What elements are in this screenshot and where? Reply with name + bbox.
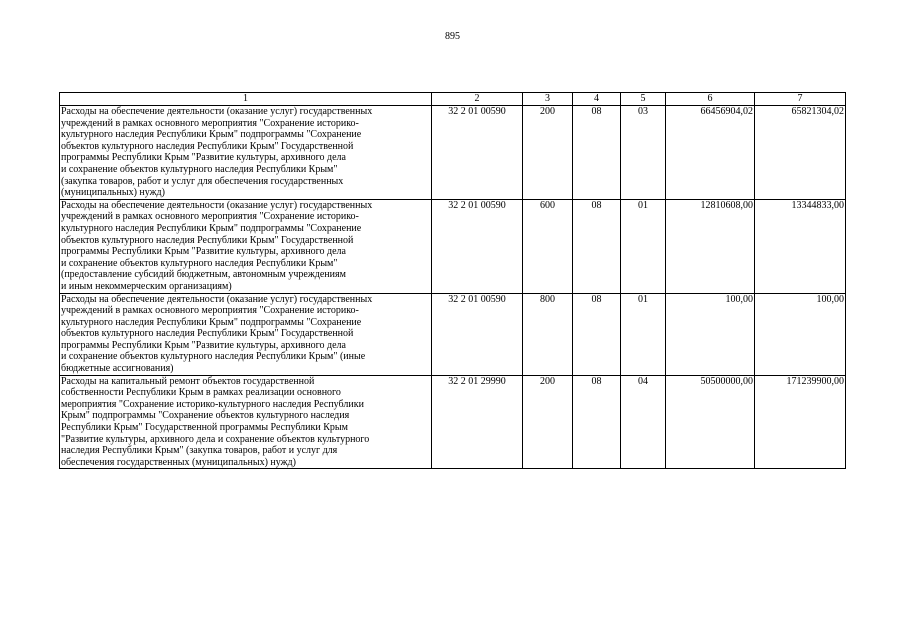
table-row <box>60 199 846 293</box>
row-amount-col6: 50500000,00 <box>666 375 755 469</box>
column-header-7: 7 <box>755 93 846 106</box>
row-section: 08 <box>573 375 621 469</box>
row-section: 08 <box>573 293 621 375</box>
row-description: Расходы на капитальный ремонт объектов государственной собственности Республики Крым в рамках реализации основного мероприятия "Сохранение историко-культурного наследия Республики Крым" подпрограммы "Сохранение объектов культурного наследия Республики Крым" Государственной программы Республики Крым "Развитие культуры, архивного дела и сохранение объектов культурного наследия Республики Крым" (закупка товаров, работ и услуг для обеспечения государственных (муниципальных) нужд) <box>60 375 432 469</box>
table-row <box>60 375 846 469</box>
column-header-1: 1 <box>60 93 432 106</box>
header-row <box>60 93 846 106</box>
page-number: 895 <box>445 31 460 42</box>
row-target-code: 32 2 01 29990 <box>432 375 523 469</box>
row-description: Расходы на обеспечение деятельности (оказание услуг) государственных учреждений в рамках основного мероприятия "Сохранение историко- культурного наследия Республики Крым" подпрограммы "Сохранение объектов культурного наследия Республики Крым" Государственной программы Республики Крым "Развитие культуры, архивного дела и сохранение объектов культурного наследия Республики Крым" (иные бюджетные ассигнования) <box>60 293 432 375</box>
row-expense-type: 200 <box>523 375 573 469</box>
row-section: 08 <box>573 106 621 200</box>
row-amount-col7: 100,00 <box>755 293 846 375</box>
table-row <box>60 293 846 375</box>
row-expense-type: 600 <box>523 199 573 293</box>
column-header-6: 6 <box>666 93 755 106</box>
row-amount-col6: 100,00 <box>666 293 755 375</box>
row-description: Расходы на обеспечение деятельности (оказание услуг) государственных учреждений в рамках основного мероприятия "Сохранение историко- культурного наследия Республики Крым" подпрограммы "Сохранение объектов культурного наследия Республики Крым" Государственной программы Республики Крым "Развитие культуры, архивного дела и сохранение объектов культурного наследия Республики Крым" (предоставление субсидий бюджетным, автономным учреждениям и иным некоммерческим организациям) <box>60 199 432 293</box>
row-subsection: 04 <box>621 375 666 469</box>
row-subsection: 03 <box>621 106 666 200</box>
column-header-3: 3 <box>523 93 573 106</box>
table-row <box>60 106 846 200</box>
row-expense-type: 800 <box>523 293 573 375</box>
row-subsection: 01 <box>621 293 666 375</box>
row-amount-col7: 171239900,00 <box>755 375 846 469</box>
budget-table <box>59 92 846 469</box>
column-header-2: 2 <box>432 93 523 106</box>
row-subsection: 01 <box>621 199 666 293</box>
row-amount-col6: 12810608,00 <box>666 199 755 293</box>
row-expense-type: 200 <box>523 106 573 200</box>
row-target-code: 32 2 01 00590 <box>432 293 523 375</box>
row-target-code: 32 2 01 00590 <box>432 106 523 200</box>
row-target-code: 32 2 01 00590 <box>432 199 523 293</box>
row-description: Расходы на обеспечение деятельности (оказание услуг) государственных учреждений в рамках основного мероприятия "Сохранение историко- культурного наследия Республики Крым" подпрограммы "Сохранение объектов культурного наследия Республики Крым" Государственной программы Республики Крым "Развитие культуры, архивного дела и сохранение объектов культурного наследия Республики Крым" (закупка товаров, работ и услуг для обеспечения государственных (муниципальных) нужд) <box>60 106 432 200</box>
row-amount-col6: 66456904,02 <box>666 106 755 200</box>
row-amount-col7: 65821304,02 <box>755 106 846 200</box>
column-header-5: 5 <box>621 93 666 106</box>
row-section: 08 <box>573 199 621 293</box>
column-header-4: 4 <box>573 93 621 106</box>
row-amount-col7: 13344833,00 <box>755 199 846 293</box>
